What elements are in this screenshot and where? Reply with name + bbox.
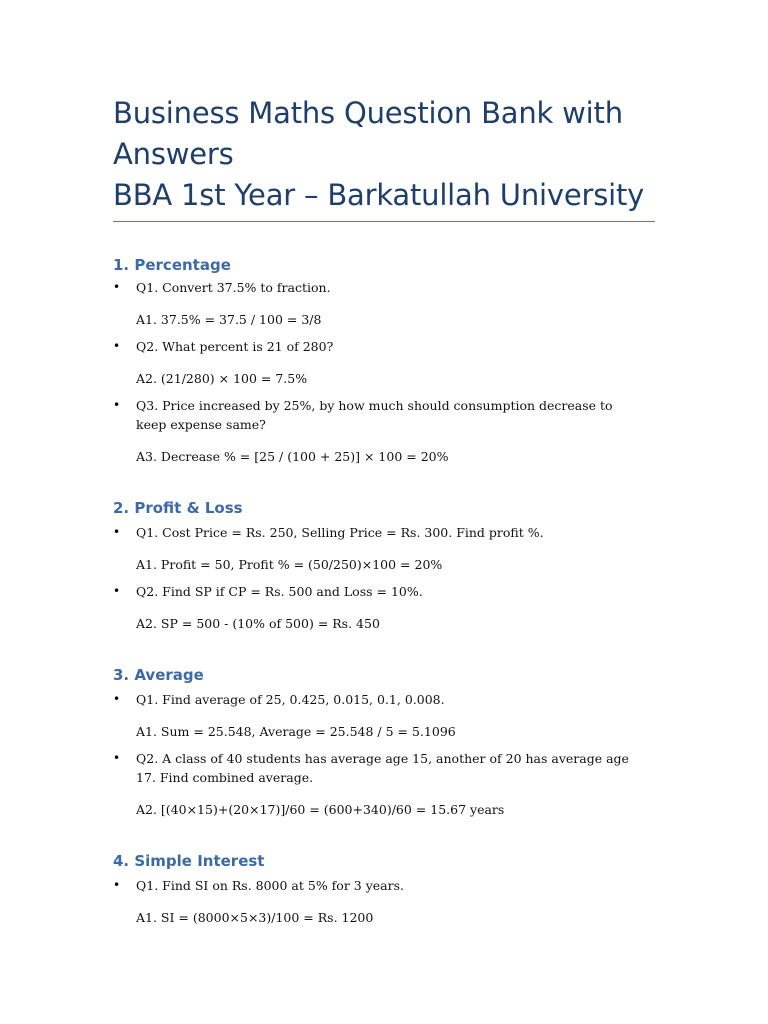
section-heading-percentage: 1. Percentage bbox=[113, 256, 231, 274]
bullet-icon: • bbox=[113, 692, 121, 706]
question-text: Q3. Price increased by 25%, by how much should consumption decrease to keep expense same? bbox=[136, 398, 613, 432]
bullet-icon: • bbox=[113, 525, 121, 539]
document-title bbox=[113, 93, 673, 216]
question-text: Q1. Find average of 25, 0.425, 0.015, 0.1, 0.008. bbox=[136, 692, 445, 707]
answer-text: A2. (21/280) × 100 = 7.5% bbox=[136, 371, 308, 386]
bullet-icon: • bbox=[113, 398, 121, 412]
bullet-icon: • bbox=[113, 280, 121, 294]
question-text: Q1. Convert 37.5% to fraction. bbox=[136, 280, 331, 295]
answer-text: A1. Profit = 50, Profit % = (50/250)×100 = 20% bbox=[136, 557, 443, 572]
question-text: Q1. Find SI on Rs. 8000 at 5% for 3 years. bbox=[136, 878, 404, 893]
question-text: Q2. What percent is 21 of 280? bbox=[136, 339, 334, 354]
list-item-question bbox=[113, 396, 643, 434]
answer-text: A1. SI = (8000×5×3)/100 = Rs. 1200 bbox=[136, 910, 374, 925]
answer-text: A1. Sum = 25.548, Average = 25.548 / 5 = 5.1096 bbox=[136, 724, 456, 739]
list-item-question bbox=[113, 690, 643, 709]
answer-text: A2. SP = 500 - (10% of 500) = Rs. 450 bbox=[136, 616, 380, 631]
section-heading-average: 3. Average bbox=[113, 666, 204, 684]
list-item-question bbox=[113, 582, 643, 601]
section-heading-profit-loss: 2. Profit & Loss bbox=[113, 499, 243, 517]
list-item-question bbox=[113, 749, 643, 787]
bullet-icon: • bbox=[113, 584, 121, 598]
answer-text: A3. Decrease % = [25 / (100 + 25)] × 100 = 20% bbox=[136, 449, 449, 464]
answer-text: A2. [(40×15)+(20×17)]/60 = (600+340)/60 = 15.67 years bbox=[136, 802, 505, 817]
bullet-icon: • bbox=[113, 751, 121, 765]
title-underline bbox=[113, 221, 655, 222]
bullet-icon: • bbox=[113, 339, 121, 353]
list-item-question bbox=[113, 278, 643, 297]
title-line-1: Business Maths Question Bank with bbox=[113, 96, 623, 130]
list-item-question bbox=[113, 523, 643, 542]
title-line-2: Answers bbox=[113, 137, 234, 171]
list-item-question bbox=[113, 876, 643, 895]
answer-text: A1. 37.5% = 37.5 / 100 = 3/8 bbox=[136, 312, 322, 327]
title-line-3: BBA 1st Year – Barkatullah University bbox=[113, 178, 645, 212]
bullet-icon: • bbox=[113, 878, 121, 892]
list-item-question bbox=[113, 337, 643, 356]
question-text: Q2. A class of 40 students has average age 15, another of 20 has average age 17. Find combined average. bbox=[136, 751, 629, 785]
question-text: Q1. Cost Price = Rs. 250, Selling Price = Rs. 300. Find profit %. bbox=[136, 525, 544, 540]
question-text: Q2. Find SP if CP = Rs. 500 and Loss = 10%. bbox=[136, 584, 423, 599]
section-heading-simple-interest: 4. Simple Interest bbox=[113, 852, 265, 870]
